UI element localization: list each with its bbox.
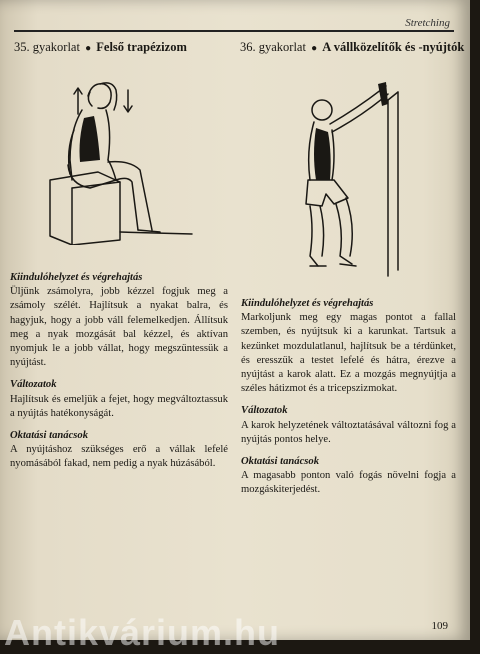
exercise-35-name: Felső trapézizom <box>96 40 187 54</box>
watermark: Antikvárium.hu <box>4 612 281 653</box>
exercise-36-title <box>240 40 464 55</box>
bullet-icon: ● <box>85 43 92 54</box>
bullet-icon: ● <box>311 43 318 54</box>
section-title: Kiindulóhelyzet és végrehajtás <box>241 298 374 309</box>
page-number: 109 <box>431 620 448 632</box>
section-title: Változatok <box>241 405 288 417</box>
section-title: Kiindulóhelyzet és végrehajtás <box>10 272 143 283</box>
exercise-36-text-column <box>241 297 456 506</box>
section-text: Markoljunk meg egy magas pontot a fallal szemben, és nyújtsuk ki a karunkat. Tartsuk a kezünket mozdulatlanul, hajlítsuk be a térdünket, és eresszük a testet lefelé és hátra, érezve a nyújtást a karok alatt. Ez a mozgás megnyújtja a széles hátizmot és a tricepszizmokat. <box>241 312 456 395</box>
wall-shoulder-stretch-illustration <box>270 80 430 280</box>
section-title: Változatok <box>10 379 57 391</box>
seated-neck-stretch-illustration <box>20 70 200 245</box>
section-text: A magasabb ponton való fogás növelni fogja a mozgáskiterjedést. <box>241 470 456 496</box>
section-title: Oktatási tanácsok <box>241 456 319 468</box>
exercise-36-number: 36. gyakorlat <box>240 40 306 54</box>
section-text: Üljünk zsámolyra, jobb kézzel fogjuk meg a zsámoly szélét. Hajlítsuk a nyakat balra, és hagyjuk, hogy a jobb váll felemelkedjen. Állítsuk meg a nyak mozgását bal kézzel, és aktívan nyomjuk le a jobb vállat, hogy megszüntessük a nyújtást. <box>10 286 228 369</box>
section-title: Oktatási tanácsok <box>10 430 88 442</box>
exercise-35-number: 35. gyakorlat <box>14 40 80 54</box>
exercise-35-title <box>14 40 187 55</box>
exercise-36-name: A vállközelítők és -nyújtók <box>322 40 465 54</box>
exercise-35-text-column <box>10 271 228 480</box>
running-head: Stretching <box>405 17 450 29</box>
header-rule <box>14 30 454 32</box>
section-text: Hajlítsuk és emeljük a fejet, hogy megváltoztassuk a nyújtás hatékonyságát. <box>10 393 228 419</box>
section-text: A nyújtáshoz szükséges erő a vállak lefelé nyomásából fakad, nem pedig a nyak húzásából. <box>10 444 228 470</box>
section-text: A karok helyzetének változtatásával változni fog a nyújtás pontos helye. <box>241 419 456 445</box>
